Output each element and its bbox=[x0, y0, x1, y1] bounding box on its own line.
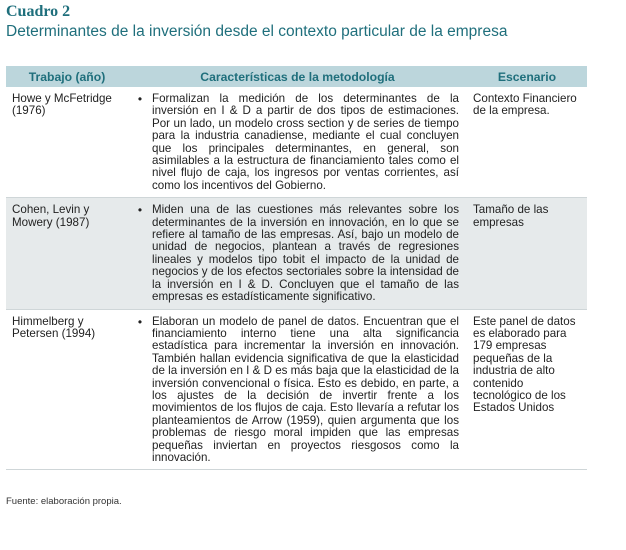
table-row bbox=[6, 87, 587, 198]
cell-caracteristicas-text: Miden una de las cuestiones más relevantes sobre los determinantes de la inversión en innovación, en lo que se refiere al tamaño de las empresas. Así, bajo un modelo de unidad de negocios, plantean a través de regresiones lineales y modelos tipo tobit el impacto de la unidad de negocios y de los efectos sectoriales sobre la intensidad de la inversión en I & D. Concluyen que el tamaño de las empresas es estadísticamente significativo. bbox=[152, 203, 459, 304]
cell-trabajo: Himmelberg y Petersen (1994) bbox=[6, 309, 128, 470]
cell-trabajo: Howe y McFetridge (1976) bbox=[6, 87, 128, 198]
table-row bbox=[6, 309, 587, 470]
table-row bbox=[6, 198, 587, 309]
table-header-row bbox=[6, 66, 587, 87]
cell-escenario: Contexto Financiero de la empresa. bbox=[467, 87, 587, 198]
cell-caracteristicas-text: Elaboran un modelo de panel de datos. Encuentran que el financiamiento interno tiene una alta significancia estadística para incrementar la inversión en innovación. También hallan evidencia significativa de que la elasticidad de la inversión en I & D es más baja que la elasticidad de la inversión convencional o física. Esto es debido, en parte, a los ajustes de la decisión de invertir frente a los movimientos de los flujos de caja. Esto llevaría a refutar los planteamientos de Arrow (1959), quien argumenta que los problemas de riesgo moral impiden que las empresas pequeñas inviertan en proyectos riesgosos como la innovación. bbox=[152, 314, 459, 464]
cell-caracteristicas-text: Formalizan la medición de los determinantes de la inversión en I & D a partir de dos tipos de estimaciones. Por un lado, un modelo cross section y de series de tiempo para la industria canadiense, mediante el cual concluyen que los principales determinantes, en general, son asimilables a la estructura de financiamiento tales como el nivel flujo de caja, los ingresos por ventas corrientes, así como los incentivos del Gobierno. bbox=[152, 92, 459, 192]
table-caption-title: Determinantes de la inversión desde el contexto particular de la empresa bbox=[6, 23, 508, 40]
header-escenario: Escenario bbox=[467, 66, 587, 87]
cell-caracteristicas bbox=[128, 309, 467, 470]
cell-escenario: Este panel de datos es elaborado para 179 empresas pequeñas de la industria de alto contenido tecnológico de los Estados Unidos bbox=[467, 309, 587, 470]
cell-trabajo: Cohen, Levin y Mowery (1987) bbox=[6, 198, 128, 309]
cell-caracteristicas bbox=[128, 87, 467, 198]
source-note: Fuente: elaboración propia. bbox=[6, 496, 122, 507]
header-caracteristicas: Características de la metodología bbox=[128, 66, 467, 87]
header-trabajo: Trabajo (año) bbox=[6, 66, 128, 87]
table-caption-label: Cuadro 2 bbox=[6, 3, 71, 20]
bullet-icon: • bbox=[137, 314, 143, 329]
determinants-table bbox=[6, 66, 587, 470]
bullet-icon: • bbox=[137, 203, 143, 218]
cell-escenario: Tamaño de las empresas bbox=[467, 198, 587, 309]
bullet-icon: • bbox=[137, 92, 143, 106]
cell-caracteristicas bbox=[128, 198, 467, 309]
